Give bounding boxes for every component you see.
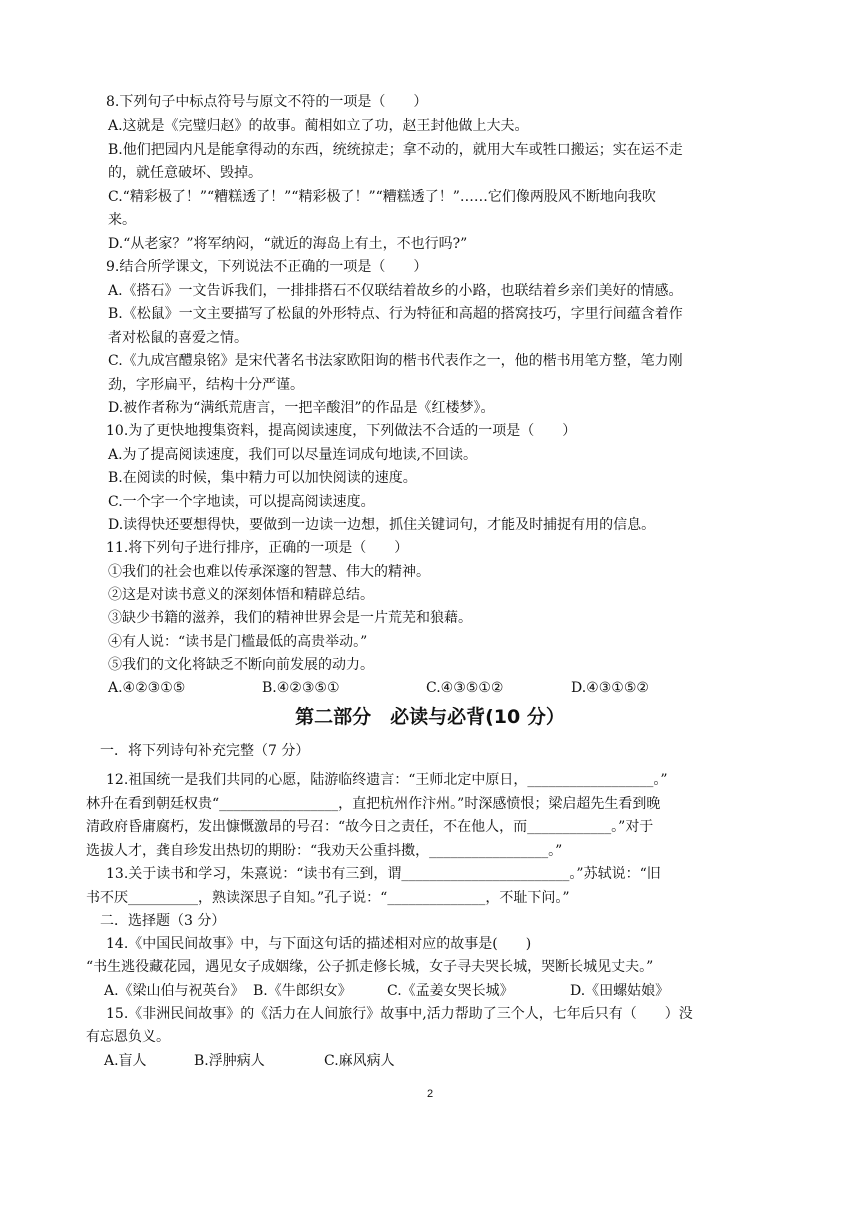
q9-option-b-line1: B.《松鼠》一文主要描写了松鼠的外形特点、行为特征和高超的搭窝技巧，字里行间蕴含着作	[108, 306, 683, 322]
q15-option-b: B.浮肿病人	[194, 1053, 265, 1069]
q9-stem: 9.结合所学课文，下列说法不正确的一项是（ ）	[106, 259, 428, 275]
q13-line1: 13.关于读书和学习，朱熹说：“读书有三到，谓________________________。”苏轼说：“旧	[106, 866, 661, 882]
q15-line1: 15.《非洲民间故事》的《活力在人间旅行》故事中,活力帮助了三个人，七年后只有（ ）没	[106, 1006, 693, 1022]
q11-option-b: B.④②③⑤①	[262, 680, 340, 696]
q8-option-b-line2: 的，就任意破坏、毁掉。	[108, 165, 262, 181]
q12-line1: 12.祖国统一是我们共同的心愿，陆游临终遗言：“王师北定中原日，__________________。”	[106, 772, 668, 788]
q14-stem: 14.《中国民间故事》中，与下面这句话的描述相对应的故事是( )	[106, 936, 532, 952]
q8-option-c-line2: 来。	[108, 212, 136, 228]
part2-section1-heading: 一．将下列诗句补充完整（7 分）	[100, 743, 310, 759]
q14-option-d: D.《田螺姑娘》	[570, 983, 670, 999]
q14-quote: “书生逃役藏花园，遇见女子成姻缘，公子抓走修长城，女子寻夫哭长城，哭断长城见丈夫。”	[86, 959, 654, 975]
q14-option-c: C.《孟姜女哭长城》	[387, 983, 514, 999]
q9-option-b-line2: 者对松鼠的喜爱之情。	[108, 330, 248, 346]
q9-option-a: A.《搭石》一文告诉我们，一排排搭石不仅联结着故乡的小路，也联结着乡亲们美好的情感。	[108, 283, 683, 299]
q14-option-a: A.《梁山伯与祝英台》	[104, 983, 245, 999]
q8-option-c-line1: C.“精彩极了！”“糟糕透了！”“精彩极了！”“糟糕透了！”……它们像两股风不断地向我吹	[108, 189, 656, 205]
q9-option-c-line1: C.《九成宫醴泉铭》是宋代著名书法家欧阳询的楷书代表作之一，他的楷书用笔方整，笔力刚	[108, 353, 683, 369]
q11-sentence-5: ⑤我们的文化将缺乏不断向前发展的动力。	[108, 657, 374, 673]
q10-option-c: C.一个字一个字地读，可以提高阅读速度。	[108, 494, 375, 510]
q11-stem: 11.将下列句子进行排序，正确的一项是（ ）	[106, 540, 409, 556]
part2-section2-heading: 二．选择题（3 分）	[100, 913, 226, 929]
q11-option-c: C.④③⑤①②	[426, 680, 504, 696]
q11-sentence-2: ②这是对读书意义的深刻体悟和精辟总结。	[108, 587, 374, 603]
q8-option-b-line1: B.他们把园内凡是能拿得动的东西，统统掠走；拿不动的，就用大车或牲口搬运；实在运不走	[108, 142, 683, 158]
q11-option-a: A.④②③①⑤	[108, 680, 186, 696]
q12-line3: 清政府昏庸腐朽，发出慷慨激昂的号召：“故今日之责任，不在他人，而____________。”对于	[86, 819, 654, 835]
q8-option-a: A.这就是《完璧归赵》的故事。蔺相如立了功，赵王封他做上大夫。	[108, 118, 529, 134]
q11-sentence-3: ③缺少书籍的滋养，我们的精神世界会是一片荒芜和狼藉。	[108, 610, 472, 626]
q12-line4: 选拔人才，龚自珍发出热切的期盼：“我劝天公重抖擞，_________________。”	[86, 843, 563, 859]
q13-line2: 书不厌__________，熟读深思子自知。”孔子说：“______________，不耻下问。”	[86, 890, 570, 906]
q15-line2: 有忘恩负义。	[86, 1029, 170, 1045]
q9-option-d: D.被作者称为“满纸荒唐言，一把辛酸泪”的作品是《红楼梦》。	[108, 400, 495, 416]
q14-option-b: B.《牛郎织女》	[253, 983, 352, 999]
q15-option-c: C.麻风病人	[324, 1053, 395, 1069]
q9-option-c-line2: 劲，字形扁平，结构十分严谨。	[108, 377, 304, 393]
q8-option-d: D.“从老家？”将军纳闷，“就近的海岛上有土，不也行吗?”	[108, 236, 468, 252]
q11-sentence-4: ④有人说：“读书是门槛最低的高贵举动。”	[108, 634, 368, 650]
q11-option-d: D.④③①⑤②	[571, 680, 649, 696]
q11-sentence-1: ①我们的社会也难以传承深邃的智慧、伟大的精神。	[108, 564, 430, 580]
q10-option-a: A.为了提高阅读速度，我们可以尽量连词成句地读,不回读。	[108, 447, 478, 463]
page-number: 2	[426, 1088, 434, 1100]
q10-stem: 10.为了更快地搜集资料，提高阅读速度，下列做法不合适的一项是（ ）	[106, 423, 577, 439]
q10-option-b: B.在阅读的时候，集中精力可以加快阅读的速度。	[108, 470, 417, 486]
q15-option-a: A.盲人	[104, 1053, 147, 1069]
q12-line2: 林升在看到朝廷权贵“_________________，直把杭州作汴州。”时深感愤恨；梁启超先生看到晚	[86, 796, 661, 812]
q8-stem: 8.下列句子中标点符号与原文不符的一项是（ ）	[106, 94, 428, 110]
q10-option-d: D.读得快还要想得快，要做到一边读一边想，抓住关键词句，才能及时捕捉有用的信息。	[108, 517, 656, 533]
part2-title: 第二部分 必读与必背(10 分）	[295, 706, 565, 728]
